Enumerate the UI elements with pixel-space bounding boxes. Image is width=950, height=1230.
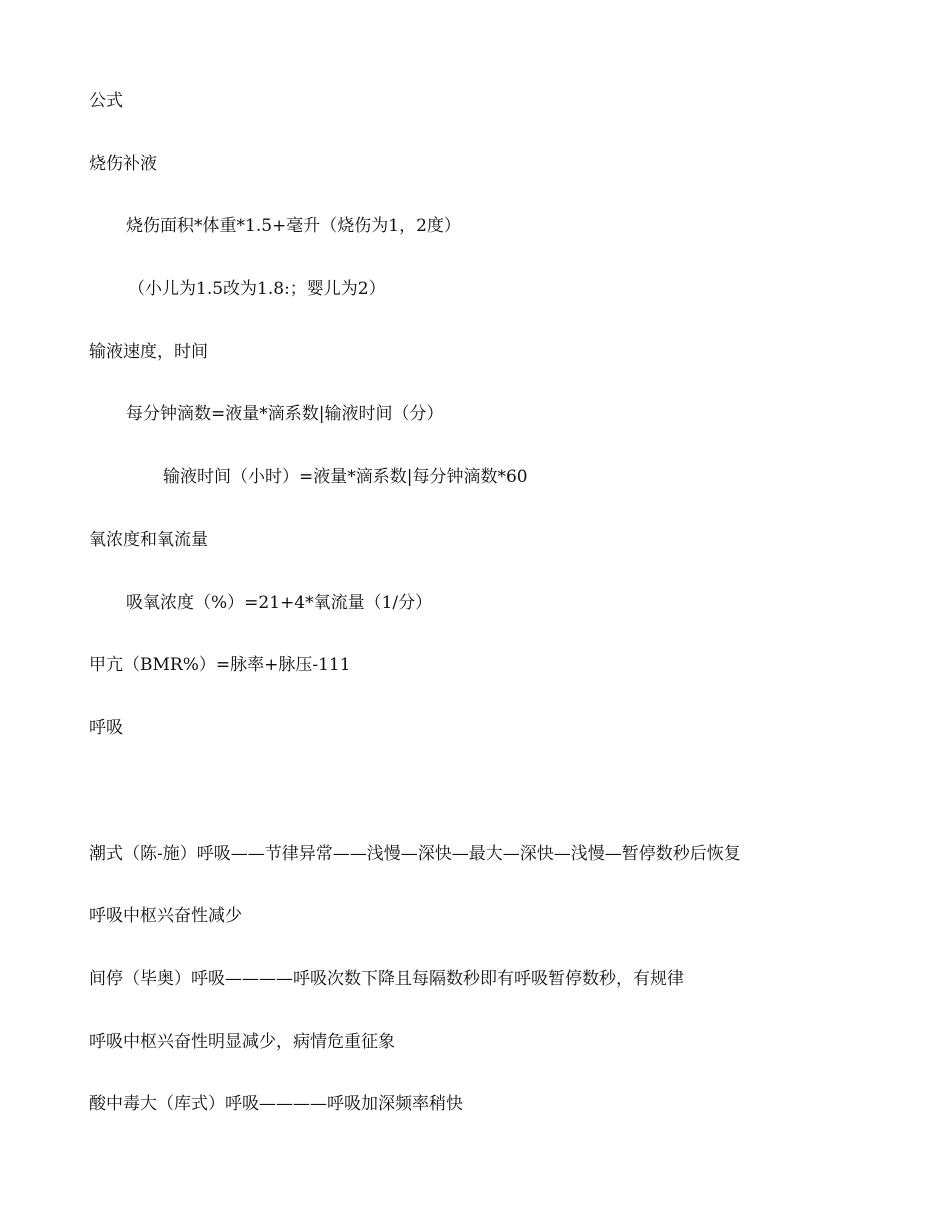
cheyne-stokes-cause: 呼吸中枢兴奋性减少	[89, 906, 242, 926]
kussmaul-line: 酸中毒大（库式）呼吸————呼吸加深频率稍快	[89, 1094, 463, 1114]
biot-cause: 呼吸中枢兴奋性明显减少，病情危重征象	[89, 1032, 395, 1052]
burn-fluid-note: （小儿为1.5改为1.8:；婴儿为2）	[128, 279, 386, 299]
section-infusion-rate: 输液速度，时间	[89, 342, 208, 362]
infusion-time-formula: 输液时间（小时）=液量*滴系数|每分钟滴数*60	[163, 467, 528, 487]
biot-line: 间停（毕奥）呼吸————呼吸次数下降且每隔数秒即有呼吸暂停数秒，有规律	[89, 969, 684, 989]
drops-per-minute-formula: 每分钟滴数=液量*滴系数|输液时间（分）	[126, 404, 444, 424]
section-burn-fluid: 烧伤补液	[89, 154, 157, 174]
oxygen-concentration-formula: 吸氧浓度（%）=21+4*氧流量（1/分）	[126, 593, 433, 613]
cheyne-stokes-line: 潮式（陈-施）呼吸——节律异常——浅慢—深快—最大—深快—浅慢—暂停数秒后恢复	[89, 844, 741, 864]
bmr-formula: 甲亢（BMR%）=脉率+脉压-111	[89, 655, 351, 675]
section-oxygen: 氧浓度和氧流量	[89, 530, 208, 550]
section-breathing: 呼吸	[89, 718, 123, 738]
heading-formula: 公式	[89, 91, 123, 111]
burn-fluid-formula: 烧伤面积*体重*1.5+毫升（烧伤为1，2度）	[126, 216, 461, 236]
